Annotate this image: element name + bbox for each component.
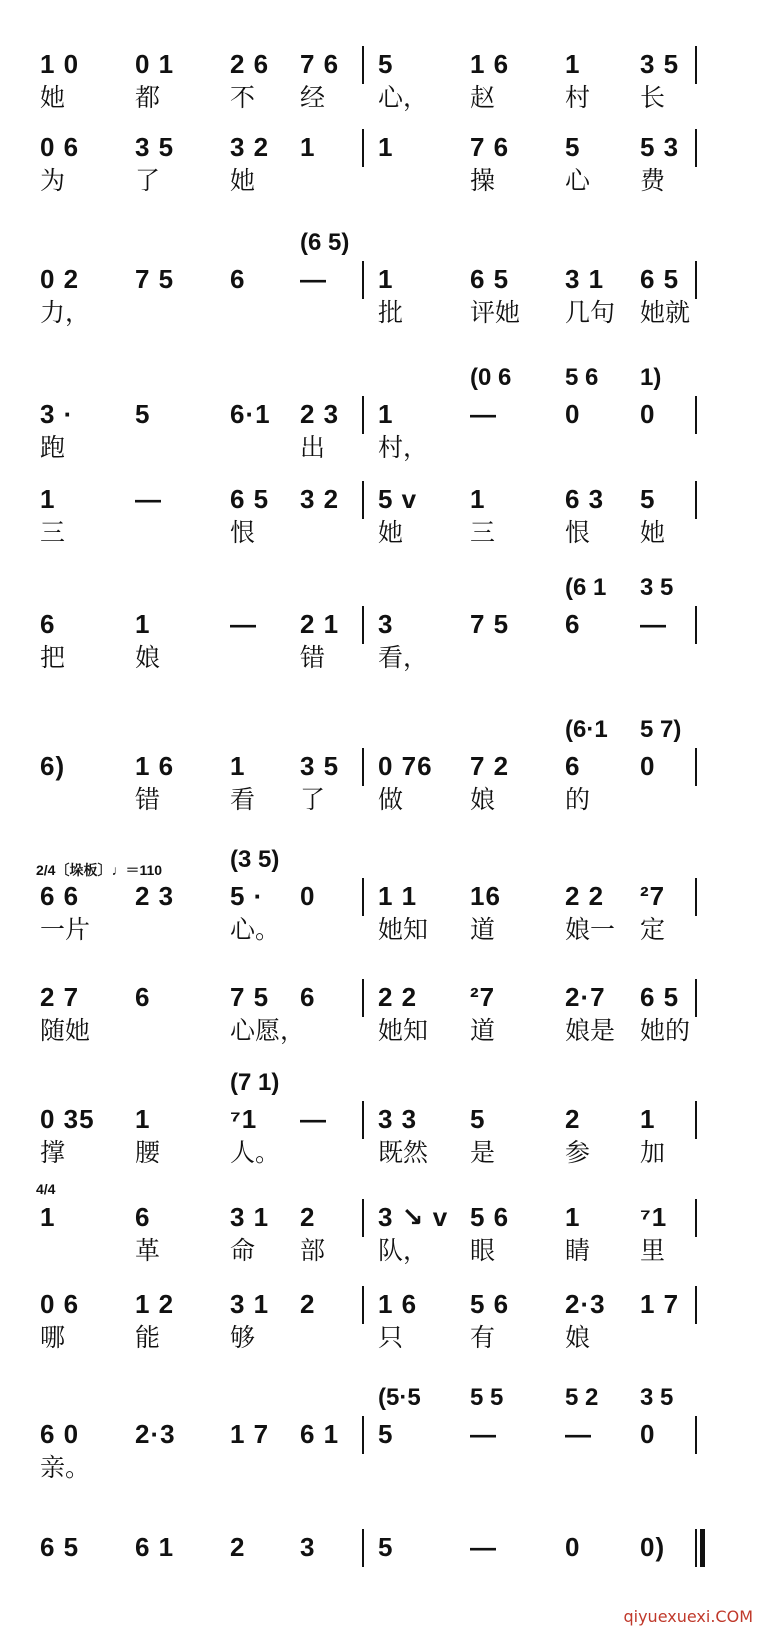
jianpu-note: 5 · (230, 881, 264, 911)
lyric-text: 出 (300, 433, 326, 462)
jianpu-note: 3 2 (230, 132, 270, 162)
jianpu-note: 0 (640, 751, 656, 781)
lyric-text: 看， (378, 643, 429, 672)
lyric-text: 心。 (230, 915, 281, 944)
jianpu-note: 5 (378, 1532, 394, 1562)
jianpu-note: — (640, 609, 667, 639)
jianpu-note: 0) (640, 1532, 666, 1562)
lyric-text: 随她 (40, 1016, 91, 1045)
jianpu-note: — (470, 399, 497, 429)
lyric-text: 一片 (40, 915, 91, 944)
bar-line (362, 748, 364, 786)
lyric-text: 眼 (470, 1236, 496, 1265)
jianpu-note: 6 5 (640, 264, 680, 294)
bar-line (695, 481, 697, 519)
interlude-notes: (6·1 (565, 716, 608, 743)
jianpu-note: 0 (565, 399, 581, 429)
lyric-text: 革 (135, 1236, 161, 1265)
jianpu-note: ⁷1 (230, 1104, 258, 1134)
jianpu-note: 6 5 (40, 1532, 80, 1562)
jianpu-note: — (565, 1419, 592, 1449)
jianpu-note: — (470, 1419, 497, 1449)
bar-line (695, 396, 697, 434)
jianpu-note: 2 3 (135, 881, 175, 911)
bar-line (362, 1199, 364, 1237)
jianpu-note: 7 5 (135, 264, 175, 294)
lyric-text: 评她 (470, 298, 521, 327)
jianpu-note: 2 (230, 1532, 246, 1562)
interlude-notes: 5 2 (565, 1384, 599, 1411)
lyric-text: 跑 (40, 433, 66, 462)
jianpu-note: 2 7 (40, 982, 80, 1012)
jianpu-note: 2·3 (135, 1419, 176, 1449)
jianpu-note: 7 6 (470, 132, 510, 162)
lyric-text: 村 (565, 83, 591, 112)
jianpu-note: 1 (300, 132, 316, 162)
jianpu-note: 5 3 (640, 132, 680, 162)
jianpu-note: 1 (230, 751, 246, 781)
interlude-notes: 5 5 (470, 1384, 504, 1411)
jianpu-note: 2 2 (378, 982, 418, 1012)
lyric-text: 不 (230, 83, 256, 112)
jianpu-note: 3 3 (378, 1104, 418, 1134)
jianpu-note: 5 (640, 484, 656, 514)
jianpu-note: 5 (378, 49, 394, 79)
jianpu-note: 0 (565, 1532, 581, 1562)
jianpu-note: 3 (378, 609, 394, 639)
jianpu-note: 6) (40, 751, 66, 781)
interlude-notes: (7 1) (230, 1069, 280, 1096)
jianpu-note: 5 (470, 1104, 486, 1134)
interlude-notes: (0 6 (470, 364, 512, 391)
lyric-text: 娘是 (565, 1016, 616, 1045)
lyric-text: 命 (230, 1236, 256, 1265)
interlude-notes: 1) (640, 364, 662, 391)
lyric-text: 费 (640, 166, 666, 195)
jianpu-note: — (300, 1104, 327, 1134)
jianpu-note: 6 6 (40, 881, 80, 911)
final-bar-line (700, 1529, 705, 1567)
lyric-text: 参 (565, 1138, 591, 1167)
lyric-text: 娘 (135, 643, 161, 672)
lyric-text: 她就 (640, 298, 691, 327)
lyric-text: 她 (40, 83, 66, 112)
bar-line (695, 46, 697, 84)
jianpu-note: 7 2 (470, 751, 510, 781)
jianpu-note: 6 0 (40, 1419, 80, 1449)
bar-line (362, 396, 364, 434)
site-watermark: qiyuexuexi.COM (623, 1607, 753, 1626)
jianpu-note: 6 1 (135, 1532, 175, 1562)
lyric-text: 睛 (565, 1236, 591, 1265)
interlude-notes: (5·5 (378, 1384, 421, 1411)
jianpu-note: 3 2 (300, 484, 340, 514)
bar-line (695, 1199, 697, 1237)
jianpu-note: 0 76 (378, 751, 433, 781)
lyric-text: 都 (135, 83, 161, 112)
lyric-text: 心， (378, 83, 429, 112)
bar-line (695, 1529, 697, 1567)
lyric-text: 经 (300, 83, 326, 112)
lyric-text: 了 (300, 785, 326, 814)
jianpu-note: 0 (640, 1419, 656, 1449)
lyric-text: 道 (470, 915, 496, 944)
lyric-text: 力， (40, 298, 91, 327)
jianpu-note: 1 (40, 1202, 56, 1232)
lyric-text: 腰 (135, 1138, 161, 1167)
jianpu-note: 3 1 (565, 264, 605, 294)
jianpu-note: 6 (135, 1202, 151, 1232)
lyric-text: 定 (640, 915, 666, 944)
bar-line (362, 1101, 364, 1139)
lyric-text: 能 (135, 1323, 161, 1352)
lyric-text: 长 (640, 83, 666, 112)
jianpu-note: 2 3 (300, 399, 340, 429)
jianpu-note: 1 6 (378, 1289, 418, 1319)
jianpu-note: 0 (300, 881, 316, 911)
bar-line (362, 1286, 364, 1324)
jianpu-note: 1 (135, 609, 151, 639)
lyric-text: 她知 (378, 1016, 429, 1045)
jianpu-note: 6 5 (230, 484, 270, 514)
interlude-notes: 3 5 (640, 1384, 674, 1411)
lyric-text: 赵 (470, 83, 496, 112)
bar-line (362, 481, 364, 519)
lyric-text: 批 (378, 298, 404, 327)
lyric-text: 村， (378, 433, 429, 462)
jianpu-note: 1 (378, 264, 394, 294)
bar-line (362, 878, 364, 916)
jianpu-note: 1 7 (640, 1289, 680, 1319)
tempo-marking: 2/4〔垛板〕♩＝110 (36, 862, 163, 878)
jianpu-note: 2·7 (565, 982, 606, 1012)
jianpu-note: ²7 (470, 982, 496, 1012)
jianpu-note: 1 (135, 1104, 151, 1134)
interlude-notes: (6 5) (300, 229, 350, 256)
jianpu-note: 5 (565, 132, 581, 162)
lyric-text: 她 (378, 518, 404, 547)
lyric-text: 人。 (230, 1138, 281, 1167)
lyric-text: 她 (230, 166, 256, 195)
lyric-text: 亲。 (40, 1453, 91, 1482)
jianpu-note: 0 2 (40, 264, 80, 294)
lyric-text: 既然 (378, 1138, 429, 1167)
jianpu-note: 3 ↘ v (378, 1202, 449, 1232)
interlude-notes: 3 5 (640, 574, 674, 601)
jianpu-note: 7 5 (470, 609, 510, 639)
jianpu-note: 6·1 (230, 399, 271, 429)
jianpu-note: 3 5 (640, 49, 680, 79)
jianpu-note: 5 6 (470, 1289, 510, 1319)
lyric-text: 了 (135, 166, 161, 195)
jianpu-note: 6 5 (470, 264, 510, 294)
jianpu-note: 7 5 (230, 982, 270, 1012)
jianpu-note: 2 (300, 1289, 316, 1319)
jianpu-note: — (300, 264, 327, 294)
interlude-notes: 5 6 (565, 364, 599, 391)
bar-line (362, 129, 364, 167)
lyric-text: 队， (378, 1236, 429, 1265)
bar-line (695, 261, 697, 299)
jianpu-note: 0 35 (40, 1104, 95, 1134)
jianpu-note: 1 (565, 1202, 581, 1232)
jianpu-note: 0 1 (135, 49, 175, 79)
jianpu-note: — (135, 484, 162, 514)
lyric-text: 她 (640, 518, 666, 547)
jianpu-note: 1 (640, 1104, 656, 1134)
lyric-text: 做 (378, 785, 404, 814)
jianpu-note: 2·3 (565, 1289, 606, 1319)
jianpu-note: 3 · (40, 399, 74, 429)
jianpu-note: 6 3 (565, 484, 605, 514)
bar-line (695, 129, 697, 167)
bar-line (695, 606, 697, 644)
interlude-notes: 5 7) (640, 716, 682, 743)
lyric-text: 恨 (230, 518, 256, 547)
bar-line (695, 1416, 697, 1454)
jianpu-note: 2 2 (565, 881, 605, 911)
lyric-text: 够 (230, 1323, 256, 1352)
jianpu-note: 6 (565, 609, 581, 639)
interlude-notes: (6 1 (565, 574, 607, 601)
jianpu-note: — (470, 1532, 497, 1562)
bar-line (362, 1529, 364, 1567)
jianpu-note: 2 1 (300, 609, 340, 639)
jianpu-note: 2 6 (230, 49, 270, 79)
jianpu-note: 6 (230, 264, 246, 294)
lyric-text: 把 (40, 643, 66, 672)
jianpu-note: — (230, 609, 257, 639)
jianpu-note: 3 5 (135, 132, 175, 162)
lyric-text: 错 (300, 643, 326, 672)
lyric-text: 加 (640, 1138, 666, 1167)
lyric-text: 只 (378, 1323, 404, 1352)
lyric-text: 几句 (565, 298, 616, 327)
jianpu-note: 3 (300, 1532, 316, 1562)
jianpu-note: 1 (40, 484, 56, 514)
jianpu-note: 3 1 (230, 1289, 270, 1319)
jianpu-note: 5 6 (470, 1202, 510, 1232)
jianpu-note: 6 5 (640, 982, 680, 1012)
jianpu-note: ²7 (640, 881, 666, 911)
lyric-text: 的 (565, 785, 591, 814)
jianpu-note: 1 (378, 132, 394, 162)
lyric-text: 有 (470, 1323, 496, 1352)
jianpu-note: 6 (40, 609, 56, 639)
lyric-text: 三 (40, 518, 66, 547)
lyric-text: 她的 (640, 1016, 691, 1045)
jianpu-note: 7 6 (300, 49, 340, 79)
jianpu-note: 6 (135, 982, 151, 1012)
jianpu-note: 3 5 (300, 751, 340, 781)
lyric-text: 娘一 (565, 915, 616, 944)
lyric-text: 道 (470, 1016, 496, 1045)
jianpu-note: ⁷1 (640, 1202, 668, 1232)
jianpu-note: 1 7 (230, 1419, 270, 1449)
bar-line (362, 979, 364, 1017)
jianpu-note: 1 6 (470, 49, 510, 79)
bar-line (362, 606, 364, 644)
lyric-text: 心 (565, 166, 591, 195)
jianpu-note: 6 (300, 982, 316, 1012)
lyric-text: 心愿， (230, 1016, 306, 1045)
jianpu-note: 1 (565, 49, 581, 79)
jianpu-note: 3 1 (230, 1202, 270, 1232)
lyric-text: 里 (640, 1236, 666, 1265)
jianpu-note: 16 (470, 881, 501, 911)
lyric-text: 是 (470, 1138, 496, 1167)
jianpu-note: 5 v (378, 484, 418, 514)
jianpu-note: 2 (300, 1202, 316, 1232)
jianpu-note: 2 (565, 1104, 581, 1134)
lyric-text: 哪 (40, 1323, 66, 1352)
jianpu-note: 1 (378, 399, 394, 429)
bar-line (362, 1416, 364, 1454)
bar-line (362, 46, 364, 84)
lyric-text: 错 (135, 785, 161, 814)
jianpu-note: 6 (565, 751, 581, 781)
lyric-text: 部 (300, 1236, 326, 1265)
lyric-text: 娘 (565, 1323, 591, 1352)
jianpu-note: 0 6 (40, 132, 80, 162)
lyric-text: 操 (470, 166, 496, 195)
jianpu-note: 1 0 (40, 49, 80, 79)
bar-line (695, 979, 697, 1017)
lyric-text: 恨 (565, 518, 591, 547)
lyric-text: 她知 (378, 915, 429, 944)
jianpu-note: 1 1 (378, 881, 418, 911)
jianpu-note: 0 (640, 399, 656, 429)
bar-line (695, 1286, 697, 1324)
bar-line (362, 261, 364, 299)
jianpu-note: 0 6 (40, 1289, 80, 1319)
interlude-notes: (3 5) (230, 846, 280, 873)
jianpu-note: 1 (470, 484, 486, 514)
jianpu-note: 6 1 (300, 1419, 340, 1449)
jianpu-note: 5 (378, 1419, 394, 1449)
lyric-text: 为 (40, 166, 66, 195)
bar-line (695, 748, 697, 786)
tempo-marking: 4/4 (36, 1181, 56, 1197)
lyric-text: 撑 (40, 1138, 66, 1167)
jianpu-note: 5 (135, 399, 151, 429)
lyric-text: 看 (230, 785, 256, 814)
lyric-text: 娘 (470, 785, 496, 814)
bar-line (695, 1101, 697, 1139)
bar-line (695, 878, 697, 916)
jianpu-note: 1 2 (135, 1289, 175, 1319)
jianpu-note: 1 6 (135, 751, 175, 781)
lyric-text: 三 (470, 518, 496, 547)
